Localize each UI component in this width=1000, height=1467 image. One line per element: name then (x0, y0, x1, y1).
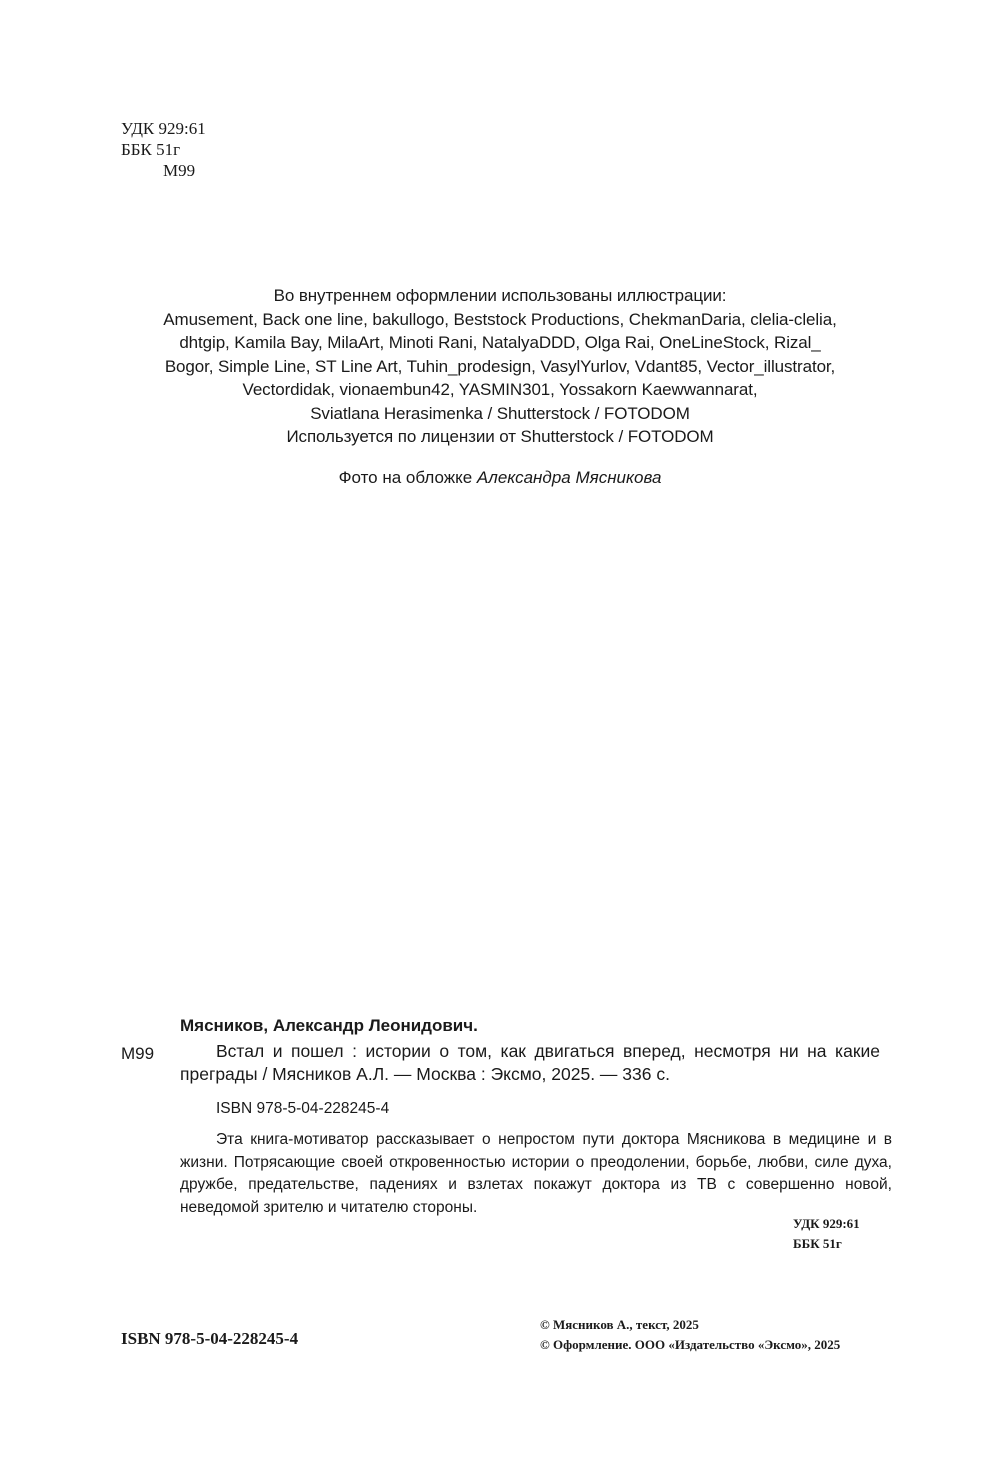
credits-line: Amusement, Back one line, bakullogo, Beststock Productions, ChekmanDaria, clelia-clelia, (163, 309, 837, 329)
photographer-name: Александра Мясникова (476, 468, 662, 487)
bbk-code: ББК 51г (121, 140, 181, 159)
classification-block-top (121, 118, 206, 181)
record-isbn: ISBN 978-5-04-228245-4 (216, 1100, 390, 1117)
license-line: Используется по лицензии от Shutterstock / FOTODOM (286, 427, 714, 446)
record-bbk: ББК 51г (793, 1236, 842, 1251)
illustration-credits (100, 284, 900, 449)
record-udk: УДК 929:61 (793, 1216, 860, 1231)
footer-isbn: ISBN 978-5-04-228245-4 (121, 1329, 299, 1348)
record-description: Встал и пошел : истории о том, как двигаться вперед, несмотря ни на какие преграды / Мясников А.Л. — Москва : Эксмо, 2025. — 336 с. (180, 1041, 880, 1084)
udk-code: УДК 929:61 (121, 119, 206, 138)
cover-photo-credit (100, 466, 900, 489)
credits-line: dhtgip, Kamila Bay, MilaArt, Minoti Rani, NatalyaDDD, Olga Rai, OneLineStock, Rizal_ (179, 333, 821, 352)
credits-line: Vectordidak, vionaembun42, YASMIN301, Yossakorn Kaewwannarat, (242, 380, 758, 399)
credits-heading: Во внутреннем оформлении использованы иллюстрации: (273, 286, 727, 305)
author-mark: М99 (163, 161, 196, 180)
copyright-text: © Мясников А., текст, 2025 (540, 1317, 699, 1332)
copyright-block (540, 1315, 840, 1355)
photo-credit-label: Фото на обложке (338, 468, 477, 487)
credits-line: Bogor, Simple Line, ST Line Art, Tuhin_prodesign, VasylYurlov, Vdant85, Vector_illustrator, (164, 356, 836, 376)
credits-line: Sviatlana Herasimenka / Shutterstock / FOTODOM (310, 403, 690, 423)
record-author-mark: М99 (121, 1044, 155, 1063)
copyright-design: © Оформление. ООО «Издательство «Эксмо», 2025 (540, 1337, 841, 1352)
record-annotation: Эта книга-мотиватор рассказывает о непростом пути доктора Мясникова в медицине и в жизни. Потрясающие своей откровенностью истории о преодолении, борьбе, любви, силе духа, дружбе, предательстве, падениях и взлетах покажут доктора из ТВ с совершенно новой, неведомой зрителю и читателю стороны. (180, 1131, 892, 1216)
record-classification (793, 1214, 860, 1254)
record-author: Мясников, Александр Леонидович. (180, 1016, 478, 1035)
